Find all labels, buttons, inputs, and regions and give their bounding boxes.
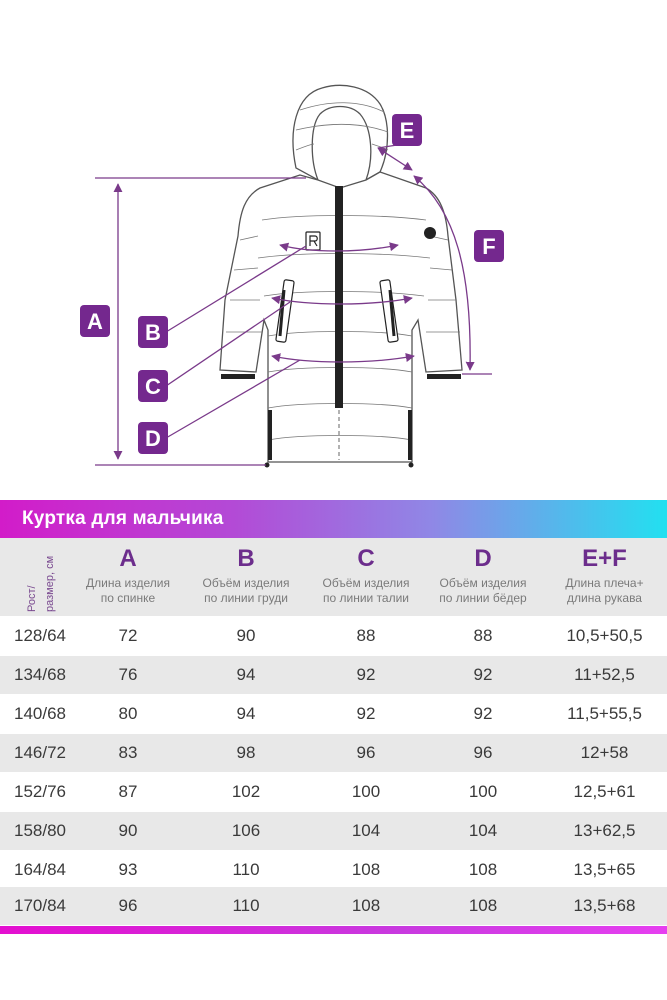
table-row <box>0 734 667 772</box>
table-row <box>0 812 667 850</box>
size-cell: 134/68 <box>14 665 66 684</box>
value-a: 80 <box>118 704 138 723</box>
value-c: 100 <box>351 782 381 801</box>
value-b: 106 <box>231 821 261 840</box>
column-letter: B <box>237 545 255 572</box>
size-cell: 146/72 <box>14 743 66 762</box>
value-ef: 12+58 <box>580 743 629 762</box>
size-cell: 128/64 <box>14 626 66 645</box>
column-letter: A <box>119 545 137 572</box>
table-row <box>0 851 667 889</box>
size-cell: 158/80 <box>14 821 66 840</box>
value-c: 88 <box>356 626 376 645</box>
size-header-line2: размер, см <box>44 555 56 612</box>
value-b: 110 <box>232 860 260 879</box>
banner-title: Куртка для мальчика <box>22 508 224 529</box>
size-header-line1: Рост/ <box>26 585 38 612</box>
value-ef: 11,5+55,5 <box>567 704 642 723</box>
value-a: 87 <box>118 782 138 801</box>
value-c: 92 <box>356 704 376 723</box>
value-a: 72 <box>118 626 138 645</box>
column-desc-line1: Длина плеча+ <box>565 576 644 590</box>
size-cell: 164/84 <box>14 860 66 879</box>
value-c: 108 <box>351 896 381 915</box>
value-a: 90 <box>118 821 138 840</box>
value-d: 108 <box>468 860 498 879</box>
label-badge-e <box>392 114 422 146</box>
value-a: 93 <box>118 860 138 879</box>
value-c: 96 <box>356 743 376 762</box>
label-badge-a <box>80 305 110 337</box>
column-header-b <box>184 538 308 616</box>
column-letter: E+F <box>582 545 627 572</box>
value-c: 92 <box>356 665 376 684</box>
value-ef: 13+62,5 <box>573 821 636 840</box>
svg-text:E: E <box>399 118 415 143</box>
column-desc-line2: по линии талии <box>322 591 410 605</box>
column-desc-line1: Объём изделия <box>202 576 290 590</box>
bottom-accent-bar <box>0 926 667 934</box>
value-d: 104 <box>468 821 498 840</box>
value-ef: 10,5+50,5 <box>566 626 643 645</box>
column-desc-line2: по линии бёдер <box>439 591 527 605</box>
value-c: 104 <box>351 821 381 840</box>
value-a: 83 <box>118 743 138 762</box>
svg-text:C: C <box>145 374 161 399</box>
size-column-header <box>0 538 72 616</box>
value-b: 98 <box>236 743 256 762</box>
table-row <box>0 773 667 811</box>
size-cell: 152/76 <box>14 782 66 801</box>
label-badge-f <box>474 230 504 262</box>
value-b: 102 <box>231 782 261 801</box>
value-a: 96 <box>118 896 138 915</box>
svg-text:D: D <box>145 426 161 451</box>
column-desc-line1: Объём изделия <box>439 576 527 590</box>
column-desc-line2: длина рукава <box>567 591 642 605</box>
value-d: 108 <box>468 896 498 915</box>
label-badge-d <box>138 422 168 454</box>
value-c: 108 <box>351 860 381 879</box>
column-letter: D <box>474 545 492 572</box>
value-d: 100 <box>468 782 498 801</box>
column-desc-line1: Объём изделия <box>322 576 410 590</box>
column-desc-line2: по спинке <box>100 591 156 605</box>
column-header-ef <box>542 538 667 616</box>
value-d: 92 <box>473 704 493 723</box>
value-d: 96 <box>473 743 493 762</box>
value-d: 88 <box>473 626 493 645</box>
size-cell: 170/84 <box>14 896 66 915</box>
table-header-row <box>0 538 667 616</box>
value-ef: 13,5+68 <box>573 896 636 915</box>
value-ef: 12,5+61 <box>573 782 636 801</box>
svg-text:F: F <box>482 234 496 259</box>
value-b: 90 <box>236 626 256 645</box>
column-header-a <box>72 538 184 616</box>
column-desc-line1: Длина изделия <box>86 576 170 590</box>
column-header-c <box>308 538 424 616</box>
svg-text:A: A <box>87 309 103 334</box>
value-b: 94 <box>236 665 256 684</box>
size-cell: 140/68 <box>14 704 66 723</box>
value-ef: 13,5+65 <box>573 860 636 879</box>
svg-text:B: B <box>145 320 161 345</box>
value-a: 76 <box>118 665 138 684</box>
table-row <box>0 656 667 694</box>
column-desc-line2: по линии груди <box>204 591 288 605</box>
value-ef: 11+52,5 <box>574 665 635 684</box>
jacket-diagram <box>0 0 667 490</box>
table-row <box>0 887 667 925</box>
value-b: 110 <box>232 896 260 915</box>
table-row <box>0 695 667 733</box>
label-badge-c <box>138 370 168 402</box>
value-d: 92 <box>473 665 493 684</box>
label-badge-b <box>138 316 168 348</box>
column-header-d <box>424 538 542 616</box>
column-letter: C <box>357 545 375 572</box>
sleeve-badge <box>424 227 436 239</box>
table-row <box>0 617 667 655</box>
title-banner <box>0 500 667 538</box>
value-b: 94 <box>236 704 256 723</box>
